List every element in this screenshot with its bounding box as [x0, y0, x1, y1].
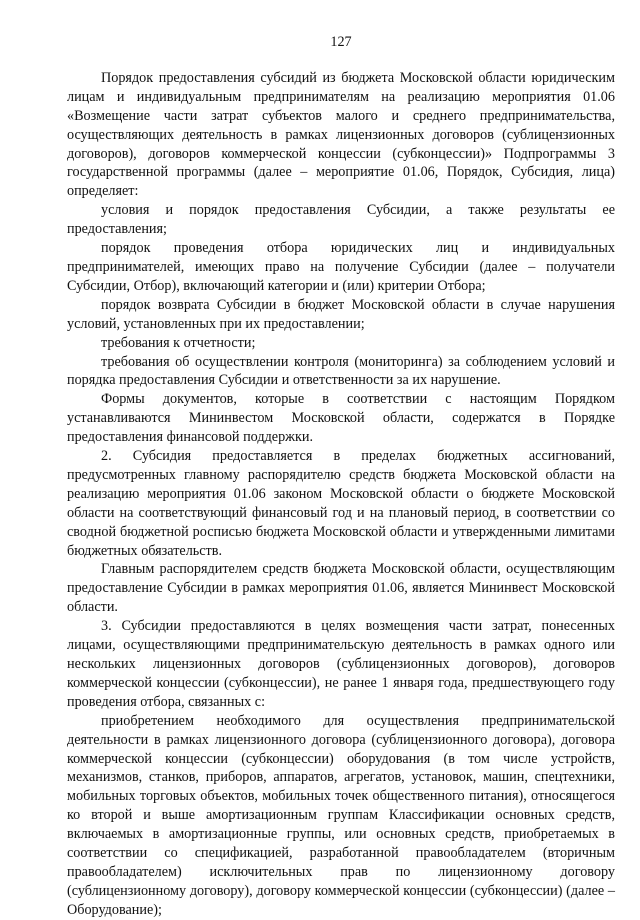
paragraph-section-3: 3. Субсидии предоставляются в целях возмещения части затрат, понесенных лицами, осуществляющими предпринимательскую деятельность в рамках одного или нескольких лицензионных договоров (сублицензионных договоров), договоров коммерческой концессии (субконцессии), не ранее 1 января года, предшествующего году проведения отбора, связанных с: — [67, 618, 615, 710]
paragraph-return-procedure: порядок возврата Субсидии в бюджет Московской области в случае нарушения условий, установленных при их предоставлении; — [67, 296, 615, 332]
paragraph-reporting: требования к отчетности; — [101, 334, 256, 351]
paragraph-intro: Порядок предоставления субсидий из бюджета Московской области юридическим лицам и индивидуальным предпринимателям на реализацию мероприятия 01.06 «Возмещение части затрат субъектов малого и среднего предпринимательства, осуществляющих деятельность в рамках лицензионных договоров (сублицензионных договоров), договоров коммерческой концессии (субконцессии)» Подпрограммы 3 государственной программы (далее – мероприятие 01.06, Порядок, Субсидия, лица) определяет: — [67, 69, 615, 200]
paragraph-selection-procedure: порядок проведения отбора юридических лиц и индивидуальных предпринимателей, имеющих право на получение Субсидии (далее – получатели Субсидии, Отбор), включающий категории и (или) критерии Отбора; — [67, 240, 615, 294]
paragraph-control: требования об осуществлении контроля (мониторинга) за соблюдением условий и порядка предоставления Субсидии и ответственности за их нарушение. — [67, 353, 615, 389]
paragraph-document-forms: Формы документов, которые в соответствии с настоящим Порядком устанавливаются Мининвестом Московской области, содержатся в Порядке предоставления финансовой поддержки. — [67, 391, 615, 446]
paragraph-section-2: 2. Субсидия предоставляется в пределах бюджетных ассигнований, предусмотренных главному распорядителю средств бюджета Московской области на реализацию мероприятия 01.06 законом Московской области о бюджете Московской области на соответствующий финансовый год и на плановый период, в соответствии со сводной бюджетной росписью бюджета Московской области и утвержденными лимитами бюджетных обязательств. — [67, 448, 615, 559]
page-number: 127 — [330, 34, 352, 50]
paragraph-conditions: условия и порядок предоставления Субсидии, а также результаты ее предоставления; — [67, 202, 615, 238]
paragraph-main-administrator: Главным распорядителем средств бюджета Московской области, осуществляющим предоставление Субсидии в рамках мероприятия 01.06, является Мининвест Московской области. — [67, 561, 615, 616]
paragraph-equipment: приобретением необходимого для осуществления предпринимательской деятельности в рамках лицензионного договора (сублицензионного договора), договора коммерческой концессии (субконцессии) оборудования (в том числе устройств, механизмов, станков, приборов, аппаратов, агрегатов, установок, машин, спецтехники, мобильных торговых объектов, мобильных точек общественного питания), относящегося ко второй и выше амортизационным группам Классификации основных средств, включаемых в амортизационные группы, или основных средств, приобретаемых в соответствии со спецификацией, разработанной правообладателем (вторичным правообладателем) исключительных прав по лицензионному договору (сублицензионному договору), договору коммерческой концессии (субконцессии) (далее – Оборудование); — [67, 712, 615, 918]
